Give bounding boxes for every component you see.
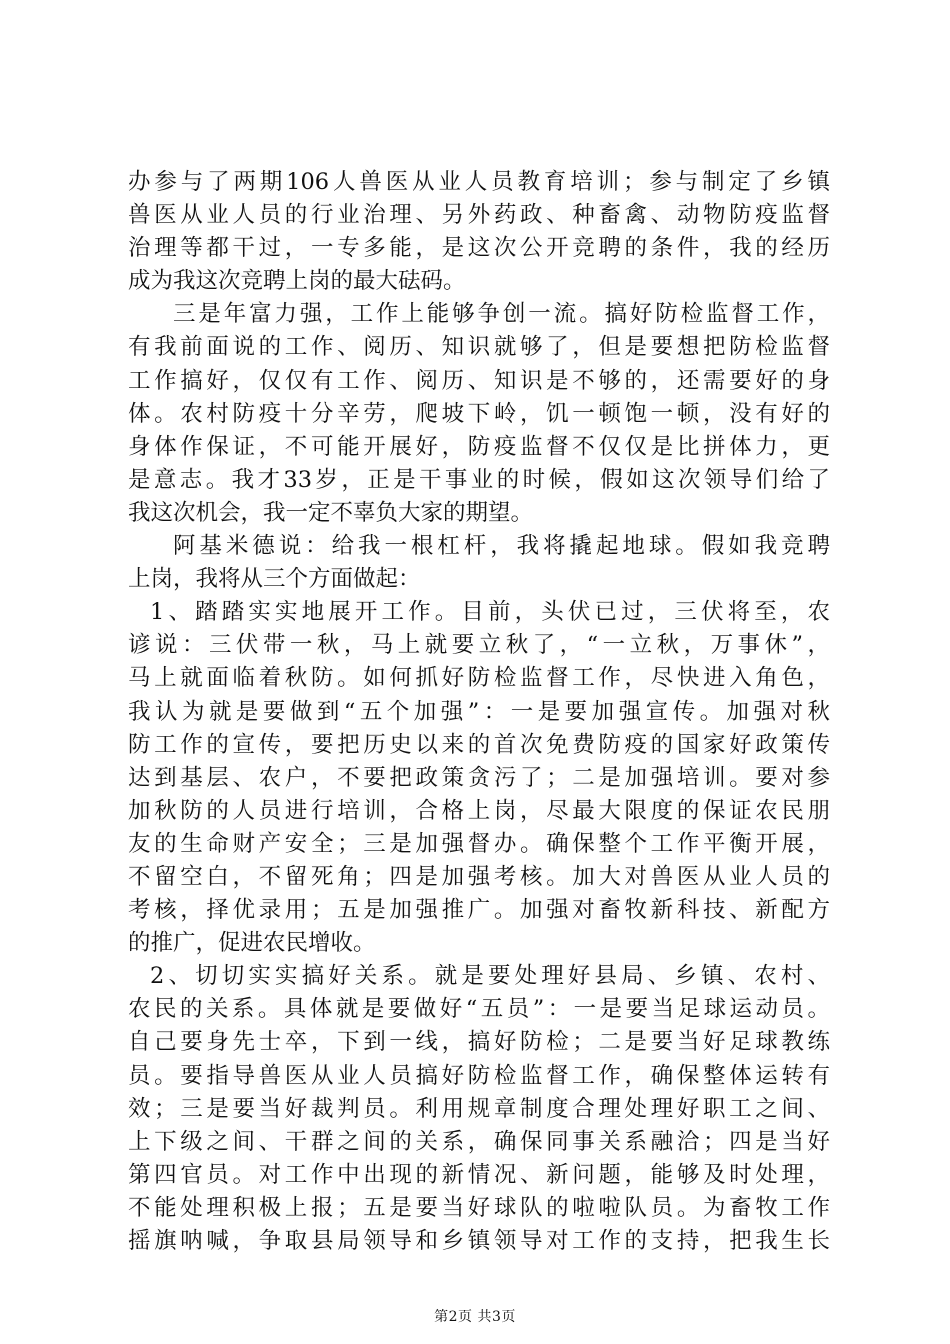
text-line: 1、踏踏实实地展开工作。目前，头伏已过，三伏将至，农 xyxy=(150,599,830,626)
text-line: 办参与了两期106人兽医从业人员教育培训；参与制定了乡镇 xyxy=(128,169,830,195)
text-line: 防工作的宣传，要把历史以来的首次免费防疫的国家好政策传 xyxy=(128,731,830,758)
text-line: 有我前面说的工作、阅历、知识就够了，但是要想把防检监督 xyxy=(128,334,830,361)
text-line: 第四官员。对工作中出现的新情况、新问题，能够及时处理， xyxy=(128,1161,830,1188)
text-line: 马上就面临着秋防。如何抓好防检监督工作，尽快进入角色， xyxy=(128,665,830,692)
text-line: 不留空白，不留死角；四是加强考核。加大对兽医从业人员的 xyxy=(128,863,830,890)
text-line: 成为我这次竞聘上岗的最大砝码。 xyxy=(128,268,466,295)
body-text xyxy=(128,166,830,1258)
text-line: 兽医从业人员的行业治理、另外药政、种畜禽、动物防疫监督 xyxy=(128,202,830,229)
text-line: 身体作保证，不可能开展好，防疫监督不仅仅是比拼体力，更 xyxy=(128,433,830,460)
text-line: 不能处理积极上报；五是要当好球队的啦啦队员。为畜牧工作 xyxy=(128,1194,830,1221)
text-line: 自己要身先士卒，下到一线，搞好防检；二是要当好足球教练 xyxy=(128,1029,830,1056)
text-line: 农民的关系。具体就是要做好“五员”：一是要当足球运动员。 xyxy=(128,996,830,1023)
text-line: 阿基米德说：给我一根杠杆，我将撬起地球。假如我竞聘 xyxy=(173,533,830,560)
text-line: 达到基层、农户，不要把政策贪污了；二是加强培训。要对参 xyxy=(128,764,830,791)
text-line: 工作搞好，仅仅有工作、阅历、知识是不够的，还需要好的身 xyxy=(128,367,830,394)
text-line: 我认为就是要做到“五个加强”：一是要加强宣传。加强对秋 xyxy=(128,698,830,725)
text-line: 上下级之间、干群之间的关系，确保同事关系融洽；四是当好 xyxy=(128,1128,830,1155)
text-line: 我这次机会，我一定不辜负大家的期望。 xyxy=(128,499,534,526)
text-line: 谚说：三伏带一秋，马上就要立秋了，“一立秋，万事休”， xyxy=(128,632,830,659)
text-line: 2、切切实实搞好关系。就是要处理好县局、乡镇、农村、 xyxy=(150,963,830,990)
text-line: 体。农村防疫十分辛劳，爬坡下岭，饥一顿饱一顿，没有好的 xyxy=(128,400,830,427)
page-footer: 第2页 共3页 xyxy=(434,1309,516,1325)
text-line: 是意志。我才33岁，正是干事业的时候，假如这次领导们给了 xyxy=(128,466,830,493)
text-line: 摇旗呐喊，争取县局领导和乡镇领导对工作的支持，把我生长 xyxy=(128,1228,830,1254)
text-line: 三是年富力强，工作上能够争创一流。搞好防检监督工作， xyxy=(173,301,830,328)
text-line: 考核，择优录用；五是加强推广。加强对畜牧新科技、新配方 xyxy=(128,897,830,924)
text-line: 上岗，我将从三个方面做起： xyxy=(128,566,421,593)
text-line: 治理等都干过，一专多能，是这次公开竞聘的条件，我的经历 xyxy=(128,235,830,262)
text-line: 的推广，促进农民增收。 xyxy=(128,930,376,957)
text-line: 加秋防的人员进行培训，合格上岗，尽最大限度的保证农民朋 xyxy=(128,797,830,824)
text-line: 员。要指导兽医从业人员搞好防检监督工作，确保整体运转有 xyxy=(128,1062,830,1089)
text-line: 效；三是要当好裁判员。利用规章制度合理处理好职工之间、 xyxy=(128,1095,830,1122)
text-line: 友的生命财产安全；三是加强督办。确保整个工作平衡开展， xyxy=(128,830,830,857)
